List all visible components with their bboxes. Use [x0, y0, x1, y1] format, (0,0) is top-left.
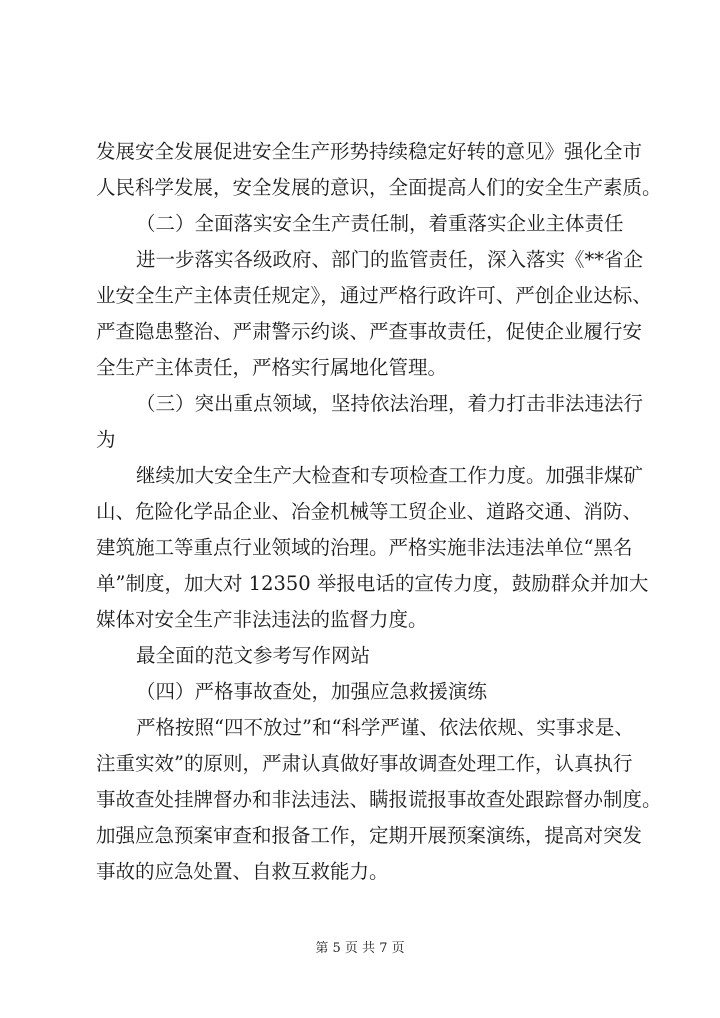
text-line: 人民科学发展，安全发展的意识，全面提高人们的安全生产素质。	[96, 176, 662, 199]
section-heading: （四）严格事故查处，加强应急救援演练	[136, 680, 488, 703]
text-line: 山、危险化学品企业、冶金机械等工贸企业、道路交通、消防、	[96, 500, 643, 523]
page-indicator: 第 5 页 共 7 页	[315, 941, 405, 956]
text-line: 严格按照“四不放过”和“科学严谨、依法依规、实事求是、	[136, 716, 634, 739]
text-line: 进一步落实各级政府、部门的监管责任，深入落实《**省企	[136, 248, 644, 271]
text-line: 媒体对安全生产非法违法的监督力度。	[96, 608, 428, 631]
section-heading: （二）全面落实安全生产责任制，着重落实企业主体责任	[136, 212, 624, 235]
website-note: 最全面的范文参考写作网站	[136, 644, 371, 667]
text-line: 建筑施工等重点行业领域的治理。严格实施非法违法单位“黑名	[96, 536, 633, 559]
text-line: 业安全生产主体责任规定》，通过严格行政许可、严创企业达标、	[96, 284, 652, 307]
text-line: 单”制度，加大对 12350 举报电话的宣传力度，鼓励群众并加大	[96, 572, 649, 595]
text-line: 发展安全发展促进安全生产形势持续稳定好转的意见》强化全市	[96, 140, 643, 163]
text-line: 加强应急预案审查和报备工作，定期开展预案演练，提高对突发	[96, 824, 643, 847]
text-line: 全生产主体责任，严格实行属地化管理。	[96, 356, 448, 379]
section-heading: （三）突出重点领域，坚持依法治理，着力打击非法违法行	[136, 392, 644, 415]
section-heading-continuation: 为	[96, 428, 116, 451]
text-line: 严查隐患整治、严肃警示约谈、严查事故责任，促使企业履行安	[96, 320, 643, 343]
text-line: 事故查处挂牌督办和非法违法、瞒报谎报事故查处跟踪督办制度。	[96, 788, 662, 811]
text-line: 事故的应急处置、自救互救能力。	[96, 860, 389, 883]
text-line: 继续加大安全生产大检查和专项检查工作力度。加强非煤矿	[136, 464, 644, 487]
text-line: 注重实效”的原则，严肃认真做好事故调查处理工作，认真执行	[96, 752, 633, 775]
